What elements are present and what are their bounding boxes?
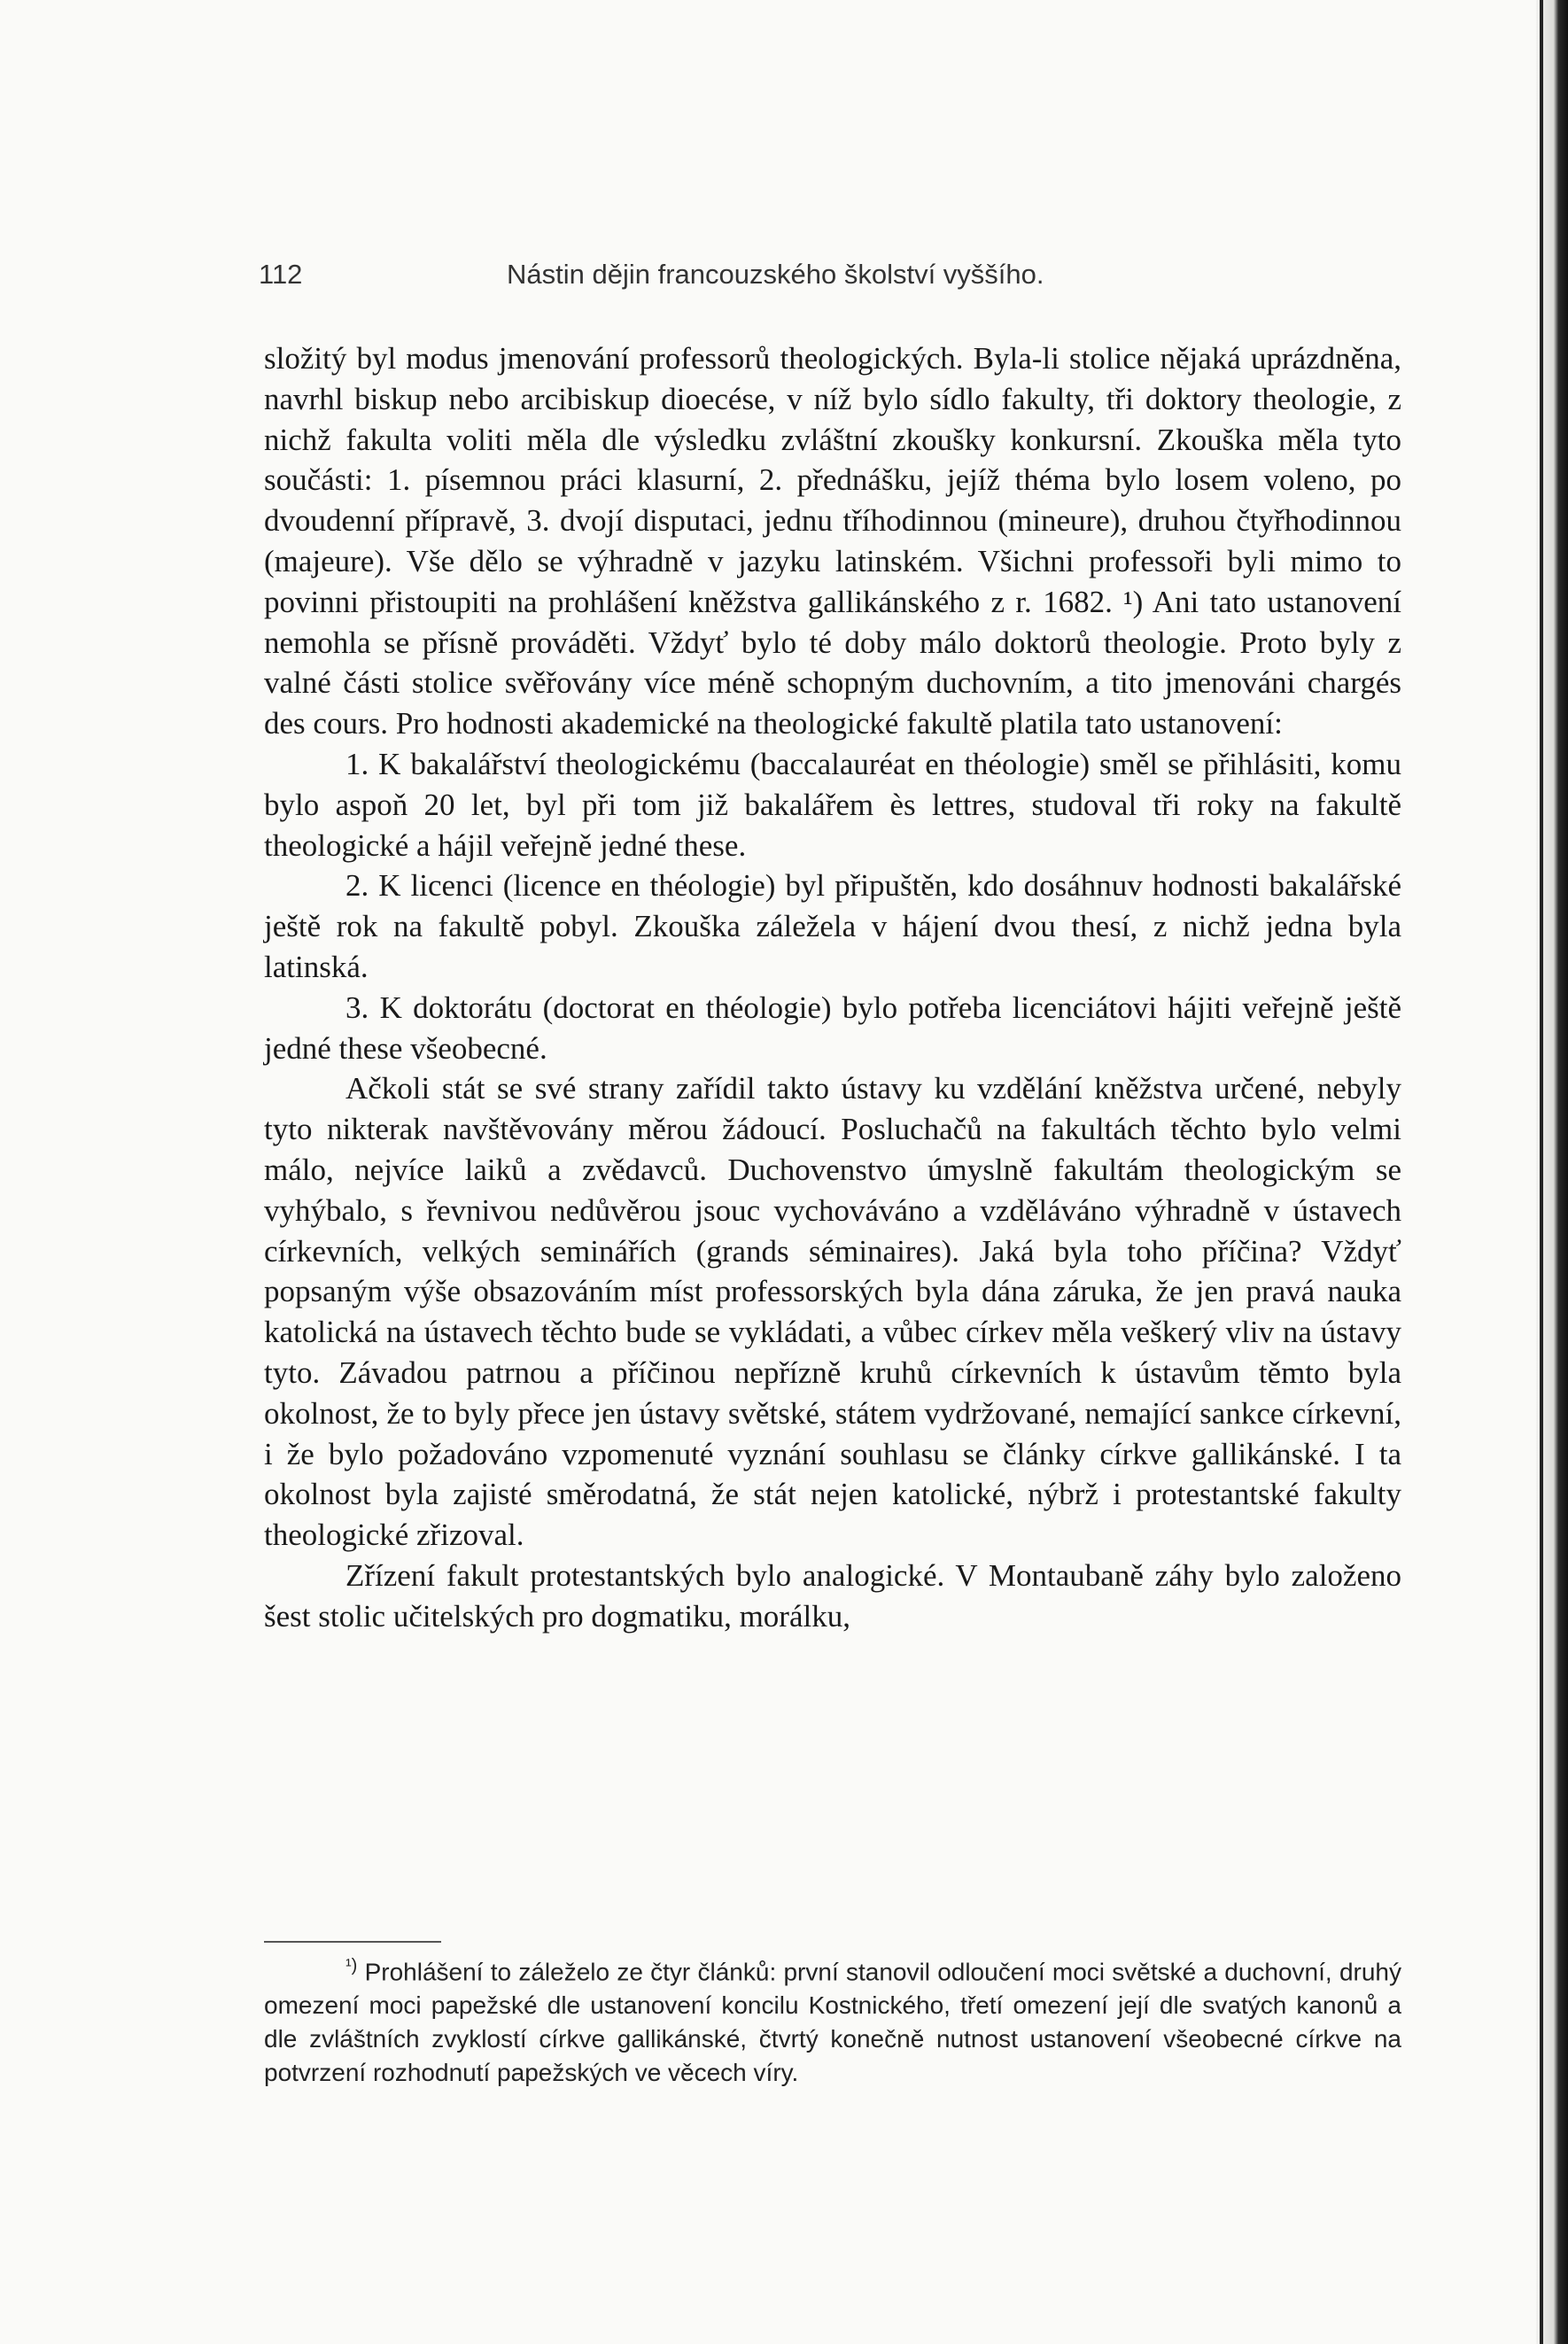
running-head-title: Nástin dějin francouzského školství vyššího. (507, 259, 1044, 290)
page-number: 112 (259, 259, 303, 290)
page-edge-line (1540, 0, 1543, 2344)
footnote (264, 1949, 1401, 2090)
paragraph-1: složitý byl modus jmenování professorů theologických. Byla-li stolice nějaká uprázdněna, navrhl biskup nebo arcibiskup dioecése, v níž bylo sídlo fakulty, tři doktory theologie, z nichž fakulta voliti měla dle výsledku zvláštní zkoušky konkursní. Zkouška měla tyto součásti: 1. písemnou práci klasurní, 2. přednášku, jejíž théma bylo losem voleno, po dvoudenní přípravě, 3. dvojí disputaci, jednu tříhodinnou (mineure), druhou čtyřhodinnou (majeure). Vše dělo se výhradně v jazyku latinském. Všichni professoři byli mimo to povinni přistoupiti na prohlášení kněžstva gallikánského z r. 1682. ¹) Ani tato ustanovení nemohla se přísně prováděti. Vždyť bylo té doby málo doktorů theologie. Proto byly z valné části stolice svěřovány více méně schopným duchovním, a tito jmenováni chargés des cours. Pro hodnosti akademické na theologické fakultě platila tato ustanovení: (264, 341, 1401, 741)
paragraph-5: Ačkoli stát se své strany zařídil takto ústavy ku vzdělání kněžstva určené, nebyly tyto nikterak navštěvovány měrou žádoucí. Posluchačů na fakultách těchto bylo velmi málo, nejvíce laiků a zvědavců. Duchovenstvo úmyslně fakultám theologickým se vyhýbalo, s řevnivou nedůvěrou jsouc vychováváno a vzděláváno výhradně v ústavech církevních, velkých seminářích (grands séminaires). Jaká byla toho příčina? Vždyť popsaným výše obsazováním míst professorských byla dána záruka, že jen pravá nauka katolická na ústavech těchto bude se vykládati, a vůbec církev měla veškerý vliv na ústavy tyto. Závadou patrnou a příčinou nepřízně kruhů církevních k ústavům těmto byla okolnost, že to byly přece jen ústavy světské, státem vydržované, nemající sankce církevní, i že bylo požadováno vzpomenuté vyznání souhlasu se články církve gallikánské. I ta okolnost byla zajisté směrodatná, že stát nejen katolické, nýbrž i protestantské fakulty theologické zřizoval. (264, 1071, 1401, 1553)
running-head (259, 259, 1171, 303)
paragraph-3: 2. K licenci (licence en théologie) byl připuštěn, kdo dosáhnuv hodnosti bakalářské ještě rok na fakultě pobyl. Zkouška záležela v hájení dvou thesí, z nichž jedna byla latinská. (264, 868, 1401, 984)
footnote-paragraph (264, 1949, 1401, 2090)
footnote-rule (264, 1941, 441, 1943)
paragraph-4: 3. K doktorátu (doctorat en théologie) bylo potřeba licenciátovi hájiti veřejně ještě jedné these všeobecné. (264, 990, 1401, 1066)
footnote-marker: ¹) (345, 1956, 358, 1975)
paragraph-2: 1. K bakalářství theologickému (baccalauréat en théologie) směl se přihlásiti, komu bylo aspoň 20 let, byl při tom již bakalářem ès lettres, studoval tři roky na fakultě theologické a hájil veřejně jedné these. (264, 746, 1401, 863)
body-text (264, 338, 1401, 1637)
paragraph-6: Zřízení fakult protestantských bylo analogické. V Montaubaně záhy bylo založeno šest stolic učitelských pro dogmatiku, morálku, (264, 1557, 1401, 1634)
footnote-text: Prohlášení to záleželo ze čtyr článků: první stanovil odloučení moci světské a duchovní, druhý omezení moci papežské dle ustanovení koncilu Kostnického, třetí omezení její dle svatých kanonů a dle zvláštních zvyklostí církve gallikánské, čtvrtý konečně nutnost ustanovení všeobecné církve na potvrzení rozhodnutí papežských ve věcech víry. (264, 1958, 1401, 2087)
